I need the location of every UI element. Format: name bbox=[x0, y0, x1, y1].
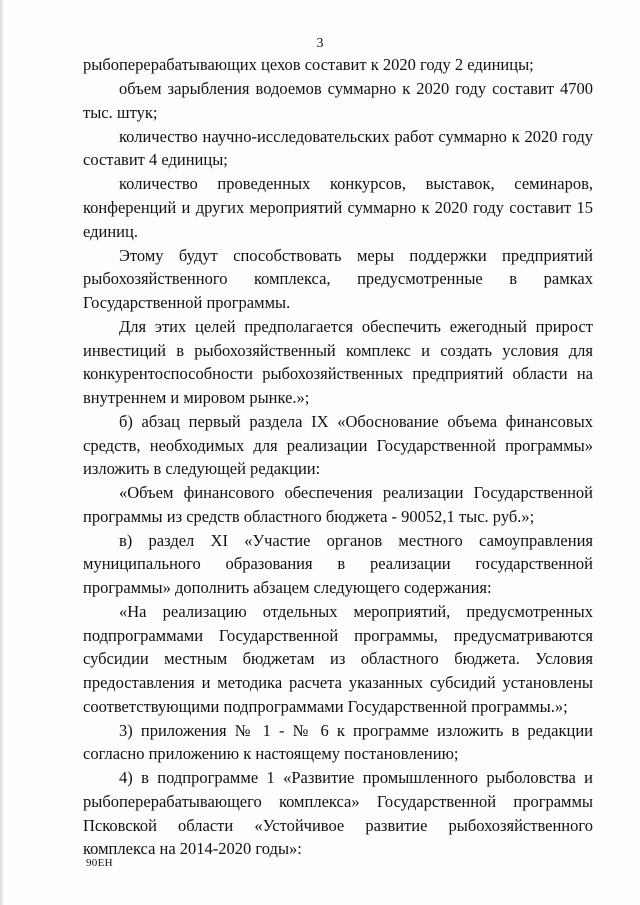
paragraph-appendices: 3) приложения № 1 - № 6 к программе изложить в редакции согласно приложению к настоящему постановлению; bbox=[83, 720, 593, 764]
paragraph-subprogram-1: 4) в подпрограмме 1 «Развитие промышленного рыболовства и рыбоперерабатывающего комплекса» Государственной программы Псковской области «Устойчивое развитие рыбохозяйственного комплекса на 2014-2020 годы»: bbox=[83, 768, 593, 859]
document-body bbox=[83, 53, 593, 861]
paragraph-financing-volume: «Объем финансового обеспечения реализации Государственной программы из средств областного бюджета - 90052,1 тыс. руб.»; bbox=[83, 483, 593, 526]
document-code: 90ЕН bbox=[86, 857, 113, 869]
paragraph-stocking-volume: объем зарыбления водоемов суммарно к 2020 году составит 4700 тыс. штук; bbox=[83, 79, 593, 122]
paragraph-section-xi: в) раздел XI «Участие органов местного самоуправления муниципального образования в реализации государственной программы» дополнить абзацем следующего содержания: bbox=[83, 530, 593, 598]
paragraph-research-count: количество научно-исследовательских работ суммарно к 2020 году составит 4 единицы; bbox=[83, 126, 593, 170]
page-number: 3 bbox=[316, 36, 324, 51]
paragraph-investment-growth: Для этих целей предполагается обеспечить ежегодный прирост инвестиций в рыбохозяйственный комплекс и создать условия для конкурентоспособности рыбохозяйственных предприятий области на внутреннем и мировом рынке.»; bbox=[83, 317, 593, 407]
paragraph-events-count: количество проведенных конкурсов, выставок, семинаров, конференций и других мероприятий суммарно к 2020 году составит 15 единиц. bbox=[83, 174, 593, 241]
paragraph-subsidies: «На реализацию отдельных мероприятий, предусмотренных подпрограммами Государственной программы, предусматриваются субсидии местным бюджетам из областного бюджета. Условия предоставления и методика расчета указанных субсидий установлены соответствующими подпрограммами Государственной программы.»; bbox=[83, 602, 593, 716]
paragraph-continuation: рыбоперерабатывающих цехов составит к 2020 году 2 единицы; bbox=[83, 55, 534, 74]
paragraph-support-measures: Этому будут способствовать меры поддержки предприятий рыбохозяйственного комплекса, предусмотренные в рамках Государственной программы. bbox=[83, 245, 593, 312]
page-edge-shadow bbox=[0, 0, 4, 905]
paragraph-section-ix: б) абзац первый раздела IX «Обоснование объема финансовых средств, необходимых для реализации Государственной программы» изложить в следующей редакции: bbox=[83, 411, 593, 479]
